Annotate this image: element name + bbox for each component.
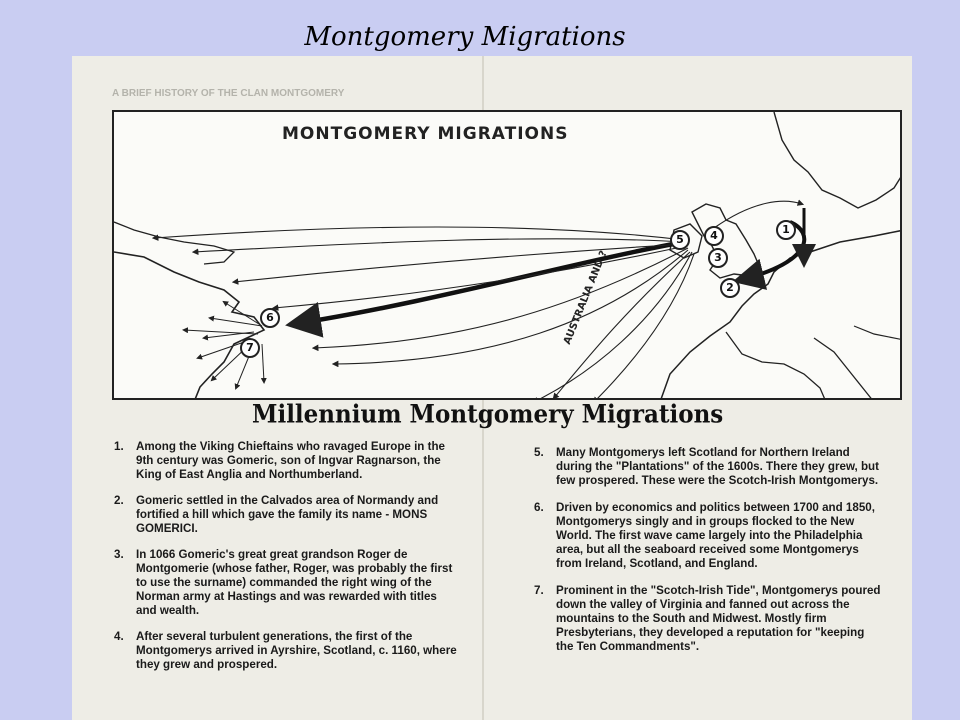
millennium-banner: Millennium Montgomery Migrations — [252, 399, 724, 430]
note-text: In 1066 Gomeric's great great grandson Roger de Montgomerie (whose father, Roger, was probably the first to use the surname) commanded the right wing of the Norman army at Hastings and was rewarded with titles and wealth. — [136, 548, 453, 617]
note-text: Prominent in the "Scotch-Irish Tide", Montgomerys poured down the valley of Virginia and fanned out across the mountains to the South and Midwest. Mostly firm Presbyterians, they developed a reputation for "keeping the Ten Commandments". — [556, 584, 881, 653]
note-item — [534, 584, 884, 654]
scandinavia-outline — [774, 112, 902, 208]
marker-2: 2 — [720, 278, 740, 298]
note-text: Driven by economics and politics between 1700 and 1850, Montgomerys singly and in groups flocked to the New World. The first wave came largely into the Philadelphia area, but all the seaboard received some Montgomerys from Ireland, Scotland, and England. — [556, 501, 875, 570]
note-number: 5. — [534, 446, 544, 459]
note-item — [534, 446, 884, 488]
note-number: 2. — [114, 494, 124, 507]
marker-7: 7 — [240, 338, 260, 358]
note-item — [534, 501, 884, 571]
notes-left-column — [114, 440, 459, 684]
iberia-coast — [726, 332, 826, 400]
note-text: Gomeric settled in the Calvados area of Normandy and fortified a hill which gave the family its name - MONS GOMERICI. — [136, 494, 439, 535]
italy-coast — [814, 338, 874, 400]
note-item — [114, 494, 459, 536]
bleed-through-left-header: A BRIEF HISTORY OF THE CLAN MONTGOMERY — [112, 88, 345, 99]
arrow-atlantic-crossing — [294, 242, 684, 324]
note-number: 4. — [114, 630, 124, 643]
marker-1: 1 — [776, 220, 796, 240]
north-america-coast-north — [114, 222, 234, 264]
migration-map — [112, 110, 902, 400]
slide-title: Montgomery Migrations — [304, 22, 626, 52]
marker-6: 6 — [260, 308, 280, 328]
north-america-coast — [114, 252, 264, 400]
australia-label: AUSTRALIA AND ? — [562, 249, 610, 347]
note-text: Among the Viking Chieftains who ravaged Europe in the 9th century was Gomeric, son of Ingvar Ragnarson, the King of East Anglia and Northumberland. — [136, 440, 445, 481]
note-item — [114, 440, 459, 482]
marker-3: 3 — [708, 248, 728, 268]
britain-outline — [692, 204, 760, 278]
booklet-scan — [72, 56, 912, 720]
note-number: 3. — [114, 548, 124, 561]
note-text: After several turbulent generations, the first of the Montgomerys arrived in Ayrshire, Scotland, c. 1160, where they grew and prospered. — [136, 630, 457, 671]
note-item — [114, 630, 459, 672]
map-drawing — [114, 112, 902, 400]
note-number: 6. — [534, 501, 544, 514]
europe-coast — [660, 230, 902, 400]
note-number: 1. — [114, 440, 124, 453]
note-item — [114, 548, 459, 618]
note-text: Many Montgomerys left Scotland for Northern Ireland during the "Plantations" of the 1600s. There they grew, but few prospered. These were the Scotch-Irish Montgomerys. — [556, 446, 880, 487]
map-heading: MONTGOMERY MIGRATIONS — [282, 124, 569, 144]
note-number: 7. — [534, 584, 544, 597]
marker-4: 4 — [704, 226, 724, 246]
mediterranean-coast — [854, 326, 902, 340]
marker-5: 5 — [670, 230, 690, 250]
notes-right-column — [534, 446, 884, 667]
